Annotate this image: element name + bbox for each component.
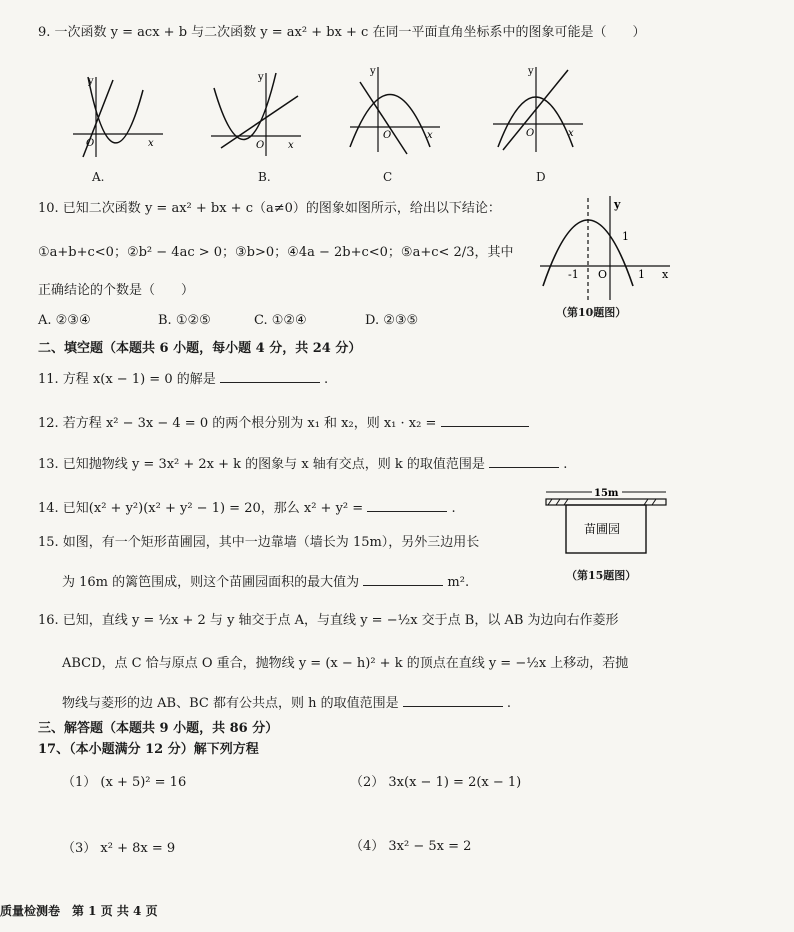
- q9-option-a: A.: [92, 170, 105, 184]
- q10-choice-b: B. ①②⑤: [158, 313, 211, 328]
- q12-text: 12. 若方程 x² − 3x − 4 = 0 的两个根分别为 x₁ 和 x₂，则 x₁ · x₂ =: [38, 416, 437, 431]
- q16-end: .: [506, 696, 512, 711]
- q14-text: 14. 已知(x² + y²)(x² + y² − 1) = 20，那么 x² + y² =: [38, 501, 364, 516]
- svg-text:y: y: [370, 66, 376, 77]
- q16-line2: ABCD，点 C 恰与原点 O 重合，抛物线 y = (x − h)² + k 的顶点在直线 y = −½x 上移动，若抛: [62, 656, 629, 671]
- q10-graph-neg1: -1: [568, 268, 579, 281]
- q14: [38, 499, 456, 518]
- q15-unit: m².: [447, 575, 470, 590]
- q13-end: .: [563, 457, 568, 472]
- q10-graph-x-label: x: [662, 268, 669, 281]
- q10-choice-c: C. ①②④: [254, 313, 307, 328]
- q15-wall-length: 15m: [594, 488, 619, 499]
- q9-option-d: D: [536, 170, 546, 184]
- q16-line3-text: 物线与菱形的边 AB、BC 都有公共点，则 h 的取值范围是: [62, 696, 399, 711]
- section2-heading: 二、填空题（本题共 6 小题，每小题 4 分，共 24 分）: [38, 341, 362, 356]
- q11: [38, 370, 328, 389]
- q10-line1: 10. 已知二次函数 y = ax² + bx + c（a≠0）的图象如图所示，给出以下结论：: [38, 201, 501, 216]
- q10-graph-y1: 1: [622, 230, 629, 243]
- svg-text:x: x: [427, 130, 433, 141]
- q11-text: 11. 方程 x(x − 1) = 0 的解是: [38, 372, 216, 387]
- q9-option-c: C: [383, 170, 393, 184]
- q9-option-b: B.: [258, 170, 271, 184]
- q9-graph-a: [68, 72, 168, 162]
- page-footer: 质量检测卷 第 1 页 共 4 页: [0, 904, 158, 918]
- q17-title: 17、（本小题满分 12 分）解下列方程: [38, 742, 259, 757]
- q14-end: .: [451, 501, 456, 516]
- q10-line3: 正确结论的个数是（ ）: [38, 283, 195, 298]
- q9-graph-d: [488, 62, 588, 157]
- q15-line2: [62, 573, 469, 592]
- q10-graph: [538, 194, 678, 304]
- svg-text:y: y: [258, 72, 264, 83]
- q13-text: 13. 已知抛物线 y = 3x² + 2x + k 的图象与 x 轴有交点，则 k 的取值范围是: [38, 457, 485, 472]
- q10-line2: ①a+b+c<0；②b² − 4ac > 0；③b>0；④4a − 2b+c<0；⑤a+c< 2/3，其中: [38, 245, 514, 260]
- q15-caption: （第15题图）: [566, 569, 637, 582]
- q15-garden-label: 苗圃园: [584, 522, 621, 536]
- q10-graph-y-label: y: [614, 198, 621, 211]
- q11-end: .: [324, 372, 329, 387]
- q15-answer-blank[interactable]: [363, 573, 443, 586]
- svg-text:O: O: [86, 138, 95, 149]
- q16-line3: [62, 694, 511, 713]
- q9-graph-b: [206, 68, 306, 158]
- q13: [38, 455, 567, 474]
- svg-text:x: x: [288, 140, 294, 151]
- q17-part2: （2） 3x(x − 1) = 2(x − 1): [350, 775, 522, 790]
- q9-text: 9. 一次函数 y = acx + b 与二次函数 y = ax² + bx + c 在同一平面直角坐标系中的图象可能是（ ）: [38, 25, 646, 40]
- q15-line1: 15. 如图，有一个矩形苗圃园，其中一边靠墙（墙长为 15m），另外三边用长: [38, 535, 480, 550]
- q15-line2-text: 为 16m 的篱笆围成，则这个苗圃园面积的最大值为: [62, 575, 360, 590]
- q17-part3: （3） x² + 8x = 9: [62, 841, 176, 856]
- q17-part1: （1） (x + 5)² = 16: [62, 775, 187, 790]
- q10-caption: （第10题图）: [556, 306, 627, 319]
- q16-line1: 16. 已知，直线 y = ½x + 2 与 y 轴交于点 A，与直线 y = −½x 交于点 B，以 AB 为边向右作菱形: [38, 613, 619, 628]
- q12-answer-blank[interactable]: [441, 414, 529, 427]
- svg-text:x: x: [568, 128, 574, 139]
- svg-text:O: O: [383, 130, 392, 141]
- q10-choice-a: A. ②③④: [38, 313, 91, 328]
- svg-text:x: x: [148, 138, 154, 149]
- svg-text:O: O: [256, 140, 265, 151]
- q10-choice-d: D. ②③⑤: [365, 313, 419, 328]
- q17-part4: （4） 3x² − 5x = 2: [350, 839, 472, 854]
- q15-figure: [544, 487, 670, 567]
- q13-answer-blank[interactable]: [489, 455, 559, 468]
- q9-graph-c: [345, 62, 445, 157]
- q12: [38, 414, 529, 433]
- q16-answer-blank[interactable]: [403, 694, 503, 707]
- svg-text:y: y: [528, 66, 534, 77]
- svg-text:O: O: [526, 128, 535, 139]
- q11-answer-blank[interactable]: [220, 370, 320, 383]
- q10-graph-x1: 1: [638, 268, 645, 281]
- q14-answer-blank[interactable]: [367, 499, 447, 512]
- q10-graph-origin: O: [598, 268, 608, 281]
- svg-text:y: y: [88, 76, 94, 87]
- section3-heading: 三、解答题（本题共 9 小题，共 86 分）: [38, 721, 279, 736]
